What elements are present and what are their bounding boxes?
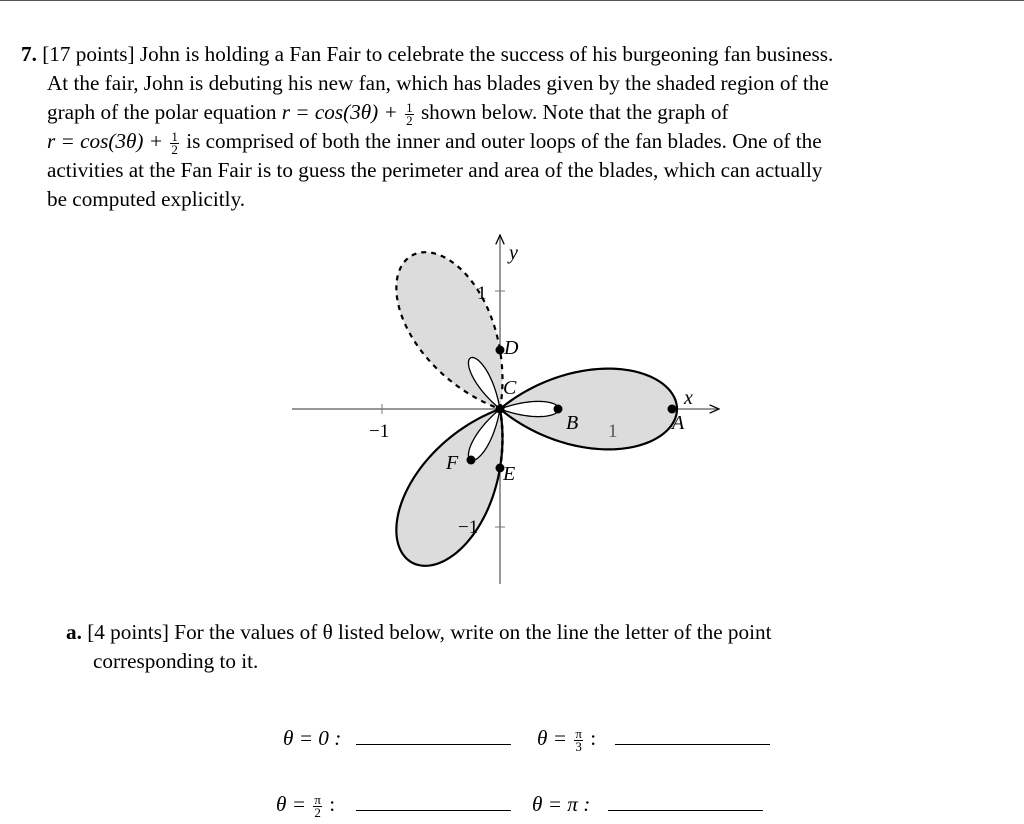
answer-label-theta-pi-3	[537, 724, 596, 753]
tick-label-x-pos: 1	[608, 421, 618, 442]
answer-blank-theta-0[interactable]	[356, 744, 511, 745]
part-a-text-2: corresponding to it.	[93, 649, 259, 673]
tick-label-y-pos: 1	[477, 283, 487, 304]
answer-label-theta-pi-2	[276, 790, 335, 819]
theta-pi2-post: :	[323, 792, 336, 816]
point-c-marker	[496, 405, 505, 414]
point-c-label: C	[503, 377, 517, 399]
problem-line-2: At the fair, John is debuting his new fan, which has blades given by the shaded region of the	[47, 71, 829, 95]
point-b-marker	[554, 405, 563, 414]
problem-text-3b: shown below. Note that the graph of	[415, 100, 729, 124]
frac-num: 1	[406, 99, 413, 115]
point-f-marker	[467, 456, 476, 465]
tick-label-y-neg: −1	[458, 517, 479, 538]
theta-pi3-pre: θ =	[537, 726, 573, 750]
answer-label-theta-0	[283, 724, 341, 753]
frac-num: π	[314, 791, 321, 807]
point-b-label: B	[566, 412, 579, 434]
equation-inline-1: r = cos(3θ) +	[281, 100, 404, 124]
part-a-prompt	[66, 618, 966, 676]
problem-line-6: be computed explicitly.	[47, 187, 246, 211]
problem-number: 7.	[21, 42, 37, 66]
y-axis-label: y	[509, 242, 518, 264]
point-e-label: E	[503, 463, 516, 485]
answer-blank-theta-pi[interactable]	[608, 810, 763, 811]
problem-points: [17 points]	[42, 42, 135, 66]
frac-den: 2	[314, 804, 321, 820]
answer-label-theta-pi	[532, 790, 590, 819]
frac-den: 2	[406, 112, 413, 128]
point-a-label: A	[672, 412, 685, 434]
tick-label-x-neg: −1	[369, 421, 390, 442]
part-a-label: a.	[66, 620, 82, 644]
frac-den: 3	[575, 738, 582, 754]
part-a-points: [4 points]	[87, 620, 169, 644]
fraction-pi-over-3	[574, 725, 583, 754]
frac-num: π	[575, 725, 582, 741]
answer-blank-theta-pi-2[interactable]	[356, 810, 511, 811]
answer-blank-theta-pi-3[interactable]	[615, 744, 770, 745]
problem-text-4b: is comprised of both the inner and outer loops of the fan blades. One of the	[180, 129, 822, 153]
theta-pi-text: θ = π :	[532, 792, 591, 816]
problem-text-3a: graph of the polar equation	[47, 100, 282, 124]
theta-pi2-pre: θ =	[276, 792, 312, 816]
equation-inline-2: r = cos(3θ) +	[47, 129, 169, 153]
problem-line-5: activities at the Fan Fair is to guess the perimeter and area of the blades, which can actually	[47, 158, 823, 182]
point-d-label: D	[504, 337, 519, 359]
part-a-text-1: For the values of θ listed below, write on the line the letter of the point	[174, 620, 772, 644]
frac-den: 2	[171, 141, 178, 157]
x-axis-label: x	[684, 387, 693, 409]
theta-0-text: θ = 0 :	[283, 726, 342, 750]
point-f-label: F	[446, 452, 459, 474]
fraction-pi-over-2	[313, 791, 322, 820]
frac-num: 1	[171, 128, 178, 144]
problem-text-1: John is holding a Fan Fair to celebrate the success of his burgeoning fan business.	[139, 42, 834, 66]
theta-pi3-post: :	[584, 726, 597, 750]
